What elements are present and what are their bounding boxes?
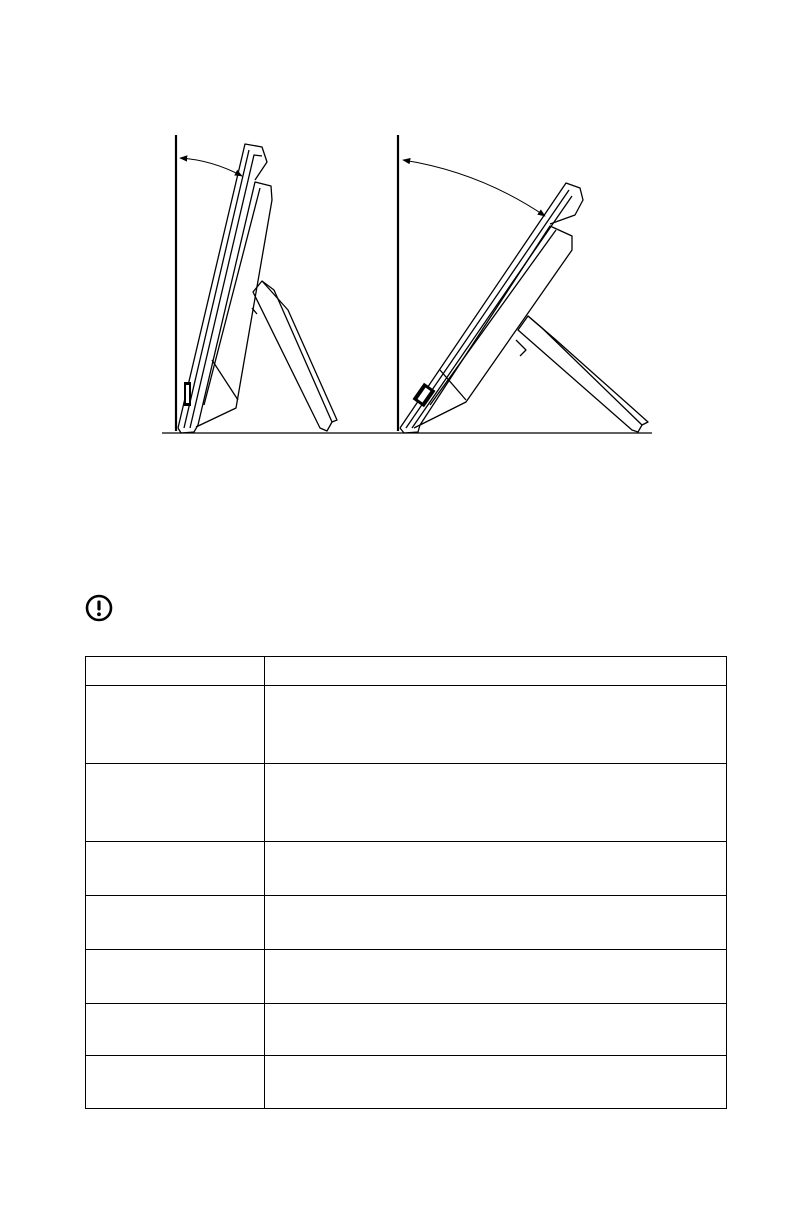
important-icon bbox=[84, 593, 114, 623]
table-row bbox=[86, 842, 727, 896]
table-row bbox=[86, 1056, 727, 1109]
table-cell-value bbox=[265, 686, 727, 764]
table-cell-value bbox=[265, 950, 727, 1004]
table-cell-label bbox=[86, 950, 265, 1004]
table-cell-value bbox=[265, 657, 727, 686]
table-cell-label bbox=[86, 842, 265, 896]
table-cell-value bbox=[265, 764, 727, 842]
table-cell-label bbox=[86, 764, 265, 842]
table-cell-label bbox=[86, 686, 265, 764]
table-cell-value bbox=[265, 1004, 727, 1056]
table-row bbox=[86, 896, 727, 950]
table-cell-value bbox=[265, 842, 727, 896]
table-cell-value bbox=[265, 896, 727, 950]
tilt-angle-arc-left bbox=[180, 158, 242, 176]
table-cell-label bbox=[86, 1056, 265, 1109]
table-cell-label bbox=[86, 1004, 265, 1056]
table-cell-value bbox=[265, 1056, 727, 1109]
tilt-illustration bbox=[0, 0, 795, 460]
table-row bbox=[86, 764, 727, 842]
table-row bbox=[86, 1004, 727, 1056]
tilt-angle-arc-right bbox=[403, 160, 545, 216]
spec-table bbox=[85, 656, 727, 1109]
table-row bbox=[86, 950, 727, 1004]
monitor-right bbox=[398, 135, 648, 433]
table-cell-label bbox=[86, 657, 265, 686]
table-cell-label bbox=[86, 896, 265, 950]
table-row bbox=[86, 686, 727, 764]
monitor-left bbox=[176, 135, 337, 433]
table-row bbox=[86, 657, 727, 686]
